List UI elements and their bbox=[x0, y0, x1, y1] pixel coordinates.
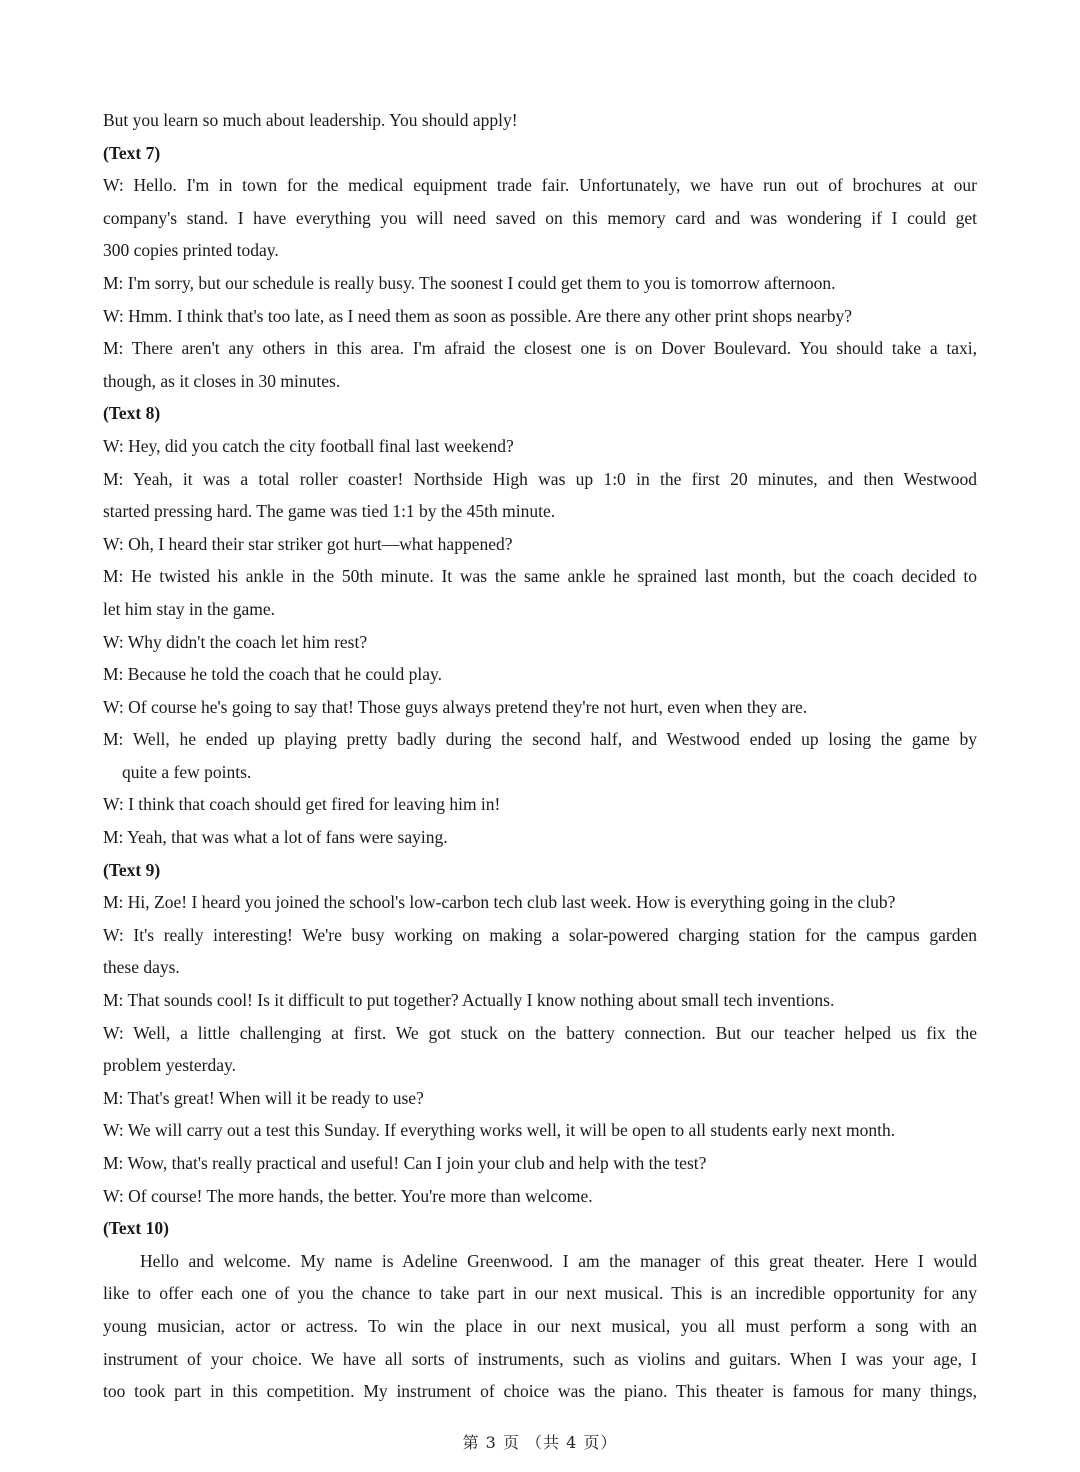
text-line: M: There aren't any others in this area. I'm afraid the closest one is on Dover Boulevard. You should take a taxi, bbox=[103, 338, 977, 359]
section-heading: (Text 7) bbox=[103, 142, 161, 163]
text-line: M: That's great! When will it be ready to use? bbox=[103, 1087, 424, 1108]
text-line: Hello and welcome. My name is Adeline Greenwood. I am the manager of this great theater. Here I would bbox=[140, 1250, 977, 1271]
text-line: problem yesterday. bbox=[103, 1055, 236, 1076]
text-line: W: We will carry out a test this Sunday. If everything works well, it will be open to all students early next month. bbox=[103, 1120, 896, 1141]
section-heading: (Text 9) bbox=[103, 859, 161, 880]
text-line: 300 copies printed today. bbox=[103, 240, 279, 261]
text-line: these days. bbox=[103, 957, 180, 978]
text-line: W: Hey, did you catch the city football final last weekend? bbox=[103, 435, 514, 456]
text-line: young musician, actor or actress. To win the place in our next musical, you all must perform a song with an bbox=[103, 1315, 977, 1336]
text-line: M: I'm sorry, but our schedule is really busy. The soonest I could get them to you is tomorrow afternoon. bbox=[103, 272, 836, 293]
text-line: M: That sounds cool! Is it difficult to put together? Actually I know nothing about small tech inventions. bbox=[103, 990, 835, 1011]
text-line: W: Of course he's going to say that! Those guys always pretend they're not hurt, even when they are. bbox=[103, 696, 808, 717]
section-heading: (Text 8) bbox=[103, 403, 161, 424]
text-line: W: Hello. I'm in town for the medical equipment trade fair. Unfortunately, we have run out of brochures at our bbox=[103, 175, 977, 196]
text-line: M: Yeah, it was a total roller coaster! Northside High was up 1:0 in the first 20 minutes, and then Westwood bbox=[103, 468, 977, 489]
text-line: started pressing hard. The game was tied 1:1 by the 45th minute. bbox=[103, 501, 556, 522]
text-line: W: Oh, I heard their star striker got hurt—what happened? bbox=[103, 533, 513, 554]
text-line: W: Why didn't the coach let him rest? bbox=[103, 631, 368, 652]
text-line: instrument of your choice. We have all sorts of instruments, such as violins and guitars. When I was your age, I bbox=[103, 1348, 977, 1369]
text-line: company's stand. I have everything you will need saved on this memory card and was wondering if I could get bbox=[103, 207, 977, 228]
document-body bbox=[103, 104, 977, 1408]
text-line: M: Yeah, that was what a lot of fans were saying. bbox=[103, 827, 448, 848]
section-heading: (Text 10) bbox=[103, 1218, 169, 1239]
text-line: W: I think that coach should get fired for leaving him in! bbox=[103, 794, 501, 815]
text-line: M: Wow, that's really practical and useful! Can I join your club and help with the test? bbox=[103, 1153, 707, 1173]
page-number: 第 3 页 （共 4 页） bbox=[462, 1433, 618, 1452]
text-line: too took part in this competition. My instrument of choice was the piano. This theater is famous for many things, bbox=[103, 1381, 977, 1402]
text-line: M: He twisted his ankle in the 50th minute. It was the same ankle he sprained last month, but the coach decided to bbox=[103, 566, 977, 587]
text-line: though, as it closes in 30 minutes. bbox=[103, 370, 341, 391]
text-line: W: Hmm. I think that's too late, as I need them as soon as possible. Are there any other print shops nearby? bbox=[103, 305, 852, 326]
text-line: M: Well, he ended up playing pretty badly during the second half, and Westwood ended up losing the game by bbox=[103, 729, 977, 750]
text-line: But you learn so much about leadership. You should apply! bbox=[103, 110, 518, 130]
text-line: W: Well, a little challenging at first. We got stuck on the battery connection. But our teacher helped us fix the bbox=[103, 1022, 977, 1043]
text-line: like to offer each one of you the chance to take part in our next musical. This is an incredible opportunity for any bbox=[103, 1283, 977, 1304]
text-line: quite a few points. bbox=[122, 761, 252, 782]
text-line: let him stay in the game. bbox=[103, 598, 276, 619]
text-line: M: Hi, Zoe! I heard you joined the school's low-carbon tech club last week. How is everything going in the club? bbox=[103, 892, 896, 913]
text-line: M: Because he told the coach that he could play. bbox=[103, 664, 443, 685]
text-line: W: Of course! The more hands, the better. You're more than welcome. bbox=[103, 1185, 593, 1206]
text-line: W: It's really interesting! We're busy working on making a solar-powered charging station for the campus garden bbox=[103, 924, 977, 945]
